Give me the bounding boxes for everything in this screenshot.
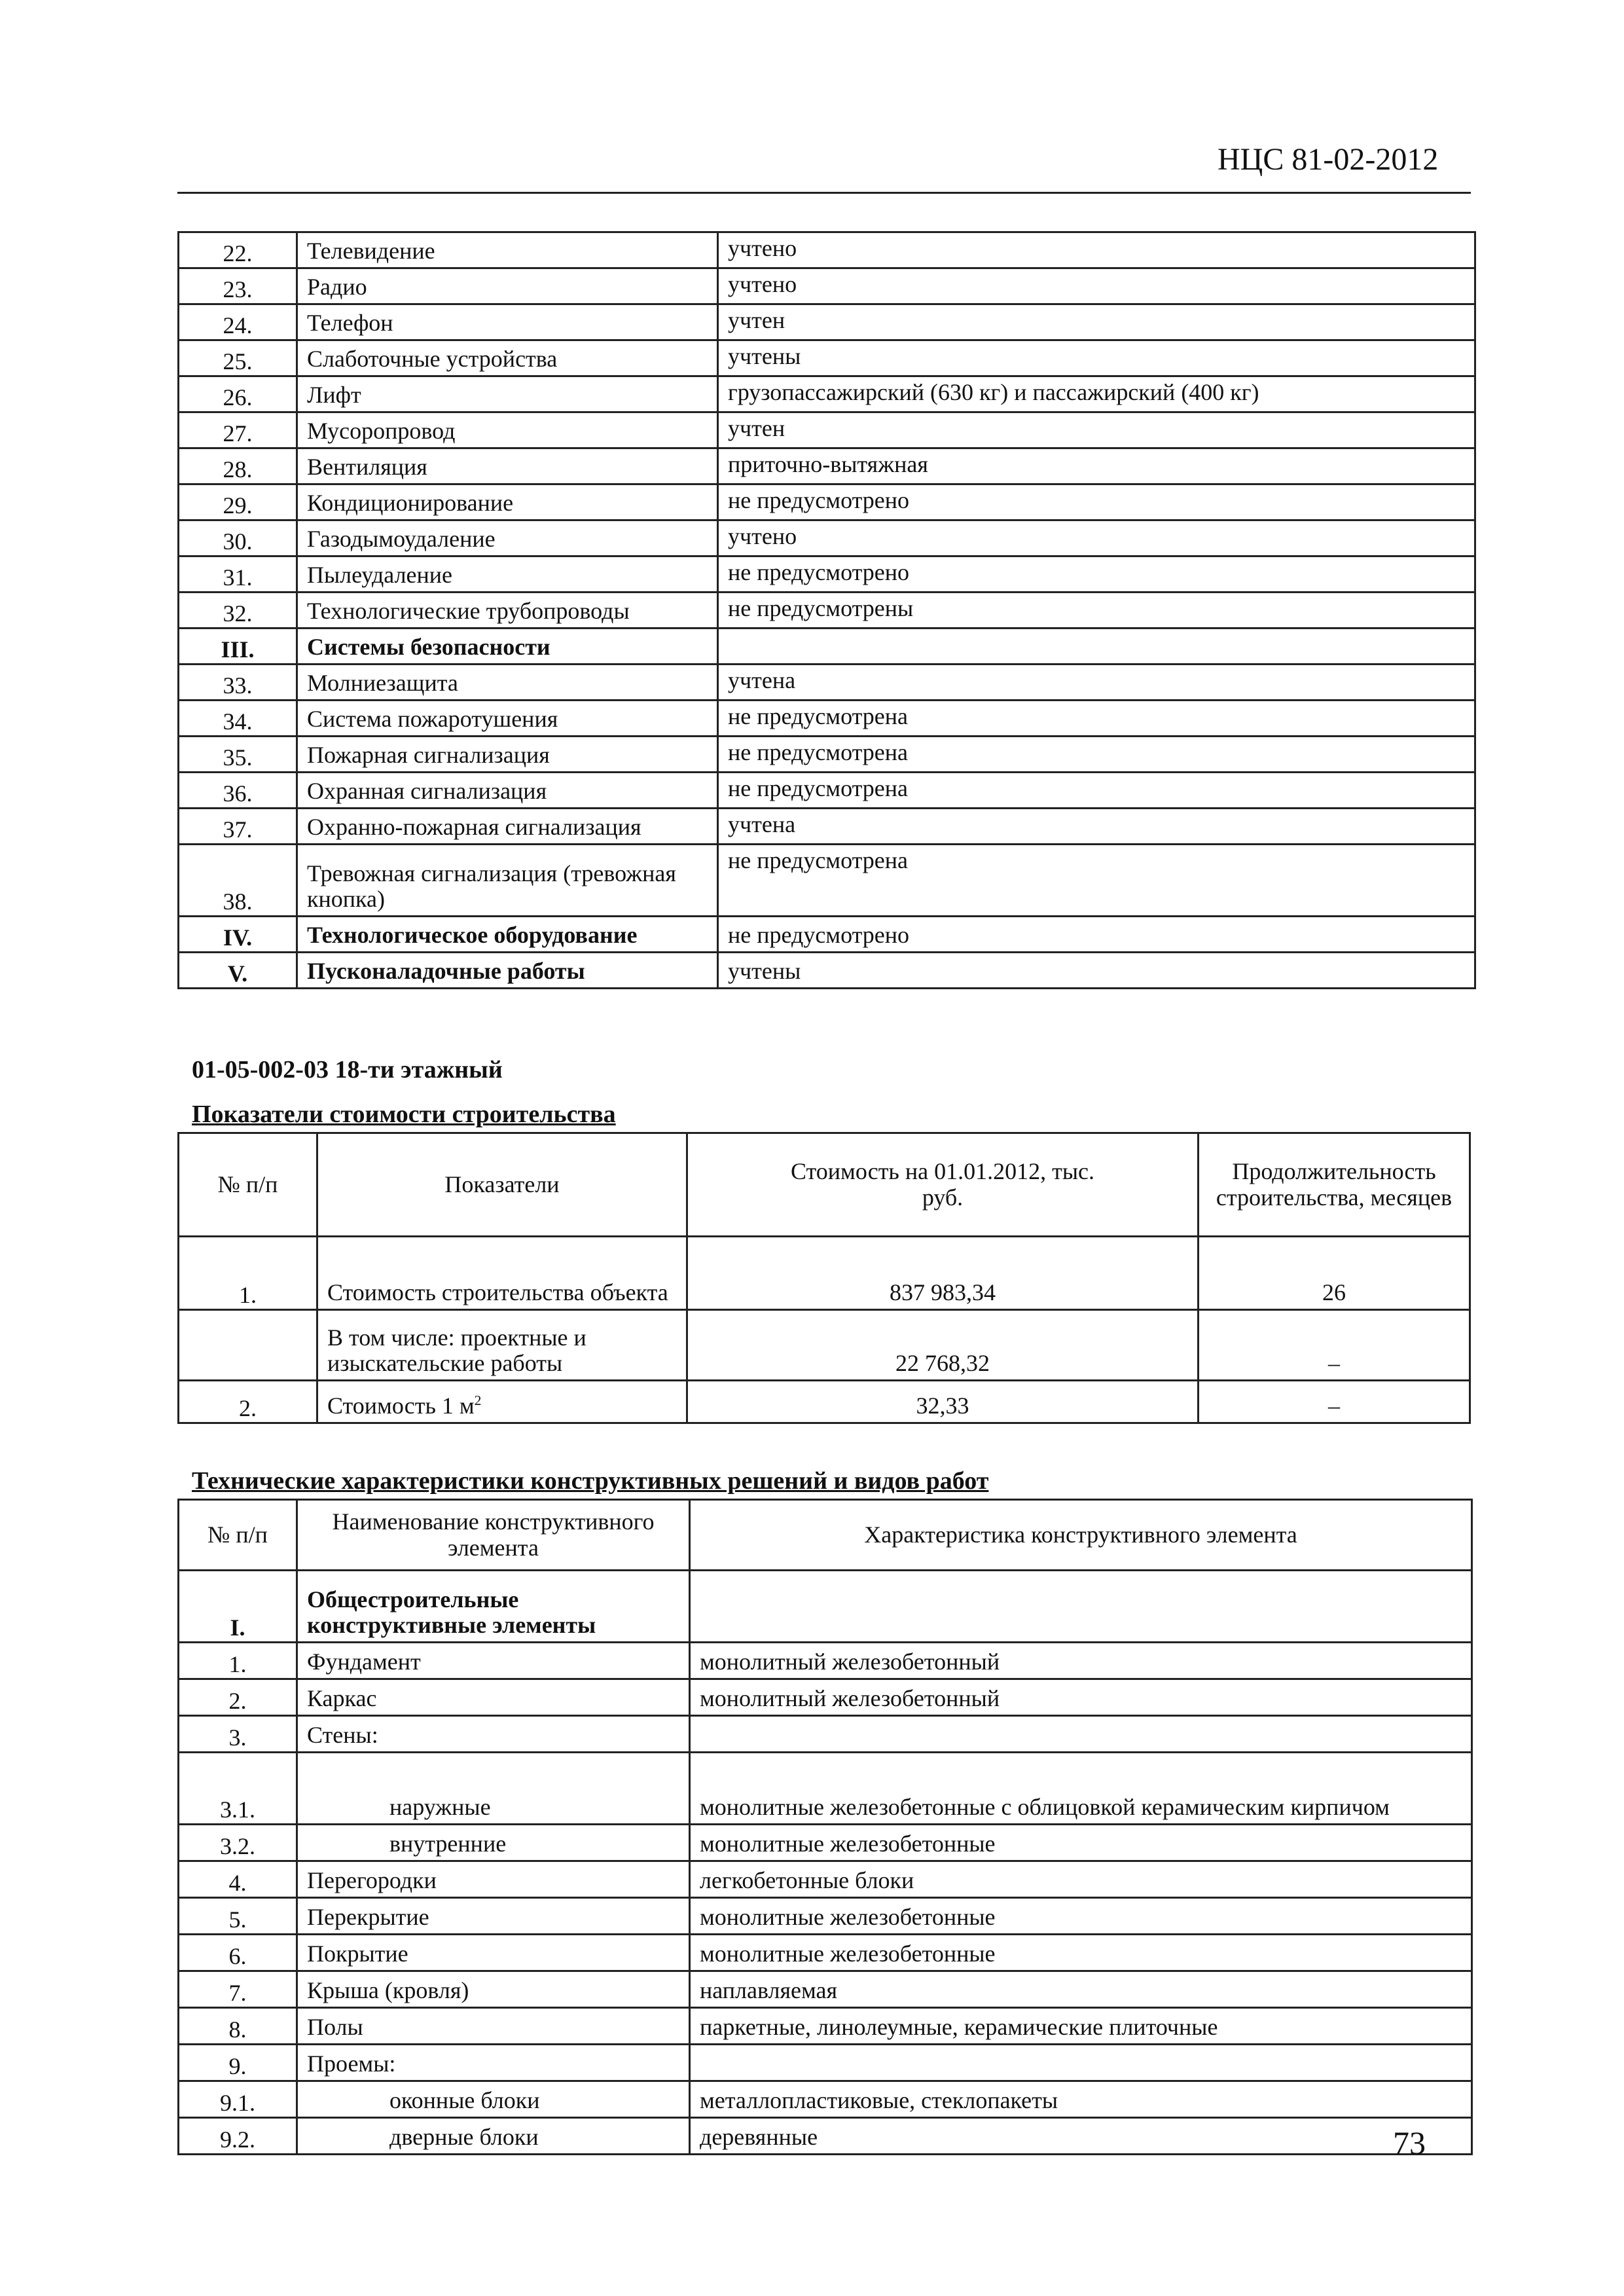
table-row xyxy=(179,268,1475,304)
system-name: Технологические трубопроводы xyxy=(297,592,718,629)
system-status: учтены xyxy=(718,953,1475,989)
duration-value: 26 xyxy=(1199,1237,1470,1310)
system-name: Тревожная сигнализация (тревожная кнопка) xyxy=(297,845,718,917)
system-status: учтены xyxy=(718,340,1475,376)
row-number: 9.1. xyxy=(179,2081,297,2118)
table-row xyxy=(179,1971,1472,2008)
table-row xyxy=(179,809,1475,845)
section-number: I. xyxy=(179,1571,297,1643)
indicator-name: В том числе: проектные и изыскательские работы xyxy=(317,1310,687,1381)
element-characteristic: монолитный железобетонный xyxy=(690,1679,1472,1716)
section-row xyxy=(179,917,1475,953)
table-row xyxy=(179,737,1475,773)
row-number: 33. xyxy=(179,665,297,701)
system-status: не предусмотрена xyxy=(718,737,1475,773)
table-row xyxy=(179,845,1475,917)
table-row xyxy=(179,1825,1472,1861)
table-row xyxy=(179,232,1475,268)
header-characteristic: Характеристика конструктивного элемента xyxy=(690,1500,1472,1571)
element-name: дверные блоки xyxy=(297,2118,690,2155)
row-number: 2. xyxy=(179,1381,317,1423)
row-number: 3. xyxy=(179,1716,297,1753)
table-header-row xyxy=(179,1133,1470,1237)
row-number: 35. xyxy=(179,737,297,773)
element-characteristic: монолитные железобетонные xyxy=(690,1825,1472,1861)
row-number: 31. xyxy=(179,556,297,592)
system-name: Пожарная сигнализация xyxy=(297,737,718,773)
row-number: 8. xyxy=(179,2008,297,2045)
table-row xyxy=(179,376,1475,412)
system-status: учтено xyxy=(718,232,1475,268)
system-name: Охранно-пожарная сигнализация xyxy=(297,809,718,845)
element-name: Перекрытие xyxy=(297,1898,690,1935)
system-name: Пылеудаление xyxy=(297,556,718,592)
row-number: 23. xyxy=(179,268,297,304)
page-number: 73 xyxy=(1393,2124,1426,2161)
table-row xyxy=(179,556,1475,592)
system-status: не предусмотрена xyxy=(718,701,1475,737)
table-row xyxy=(179,484,1475,520)
header-number: № п/п xyxy=(179,1133,317,1237)
table-row xyxy=(179,1310,1470,1381)
system-status: не предусмотрена xyxy=(718,845,1475,917)
row-number: 32. xyxy=(179,592,297,629)
row-number: 1. xyxy=(179,1237,317,1310)
header-number: № п/п xyxy=(179,1500,297,1571)
duration-value: – xyxy=(1199,1381,1470,1423)
element-name: Перегородки xyxy=(297,1861,690,1898)
system-status: не предусмотрено xyxy=(718,484,1475,520)
system-status: не предусмотрена xyxy=(718,773,1475,809)
element-name: Покрытие xyxy=(297,1935,690,1971)
system-status: учтен xyxy=(718,412,1475,448)
header-indicator: Показатели xyxy=(317,1133,687,1237)
row-number: 6. xyxy=(179,1935,297,1971)
element-characteristic: монолитные железобетонные xyxy=(690,1935,1472,1971)
system-name: Мусоропровод xyxy=(297,412,718,448)
system-name: Охранная сигнализация xyxy=(297,773,718,809)
element-characteristic: паркетные, линолеумные, керамические плиточные xyxy=(690,2008,1472,2045)
row-number: 7. xyxy=(179,1971,297,2008)
section-number: V. xyxy=(179,953,297,989)
table-row xyxy=(179,1381,1470,1423)
table-row xyxy=(179,304,1475,340)
element-characteristic: металлопластиковые, стеклопакеты xyxy=(690,2081,1472,2118)
row-number: 4. xyxy=(179,1861,297,1898)
row-number: 28. xyxy=(179,448,297,484)
structural-elements-table xyxy=(177,1499,1473,2155)
header-cost: Стоимость на 01.01.2012, тыс. руб. xyxy=(687,1133,1199,1237)
row-number: 37. xyxy=(179,809,297,845)
table-row xyxy=(179,665,1475,701)
indicator-name: Стоимость строительства объекта xyxy=(317,1237,687,1310)
header-divider xyxy=(177,192,1471,194)
table-row xyxy=(179,2045,1472,2081)
system-name: Газодымоудаление xyxy=(297,520,718,556)
row-number: 22. xyxy=(179,232,297,268)
table-row xyxy=(179,1861,1472,1898)
cost-value: 22 768,32 xyxy=(687,1310,1199,1381)
system-status: учтено xyxy=(718,520,1475,556)
system-name: Радио xyxy=(297,268,718,304)
system-name: Слаботочные устройства xyxy=(297,340,718,376)
section-title: Пусконаладочные работы xyxy=(297,953,718,989)
table-row xyxy=(179,1753,1472,1825)
row-number: 29. xyxy=(179,484,297,520)
object-code-heading: 01-05-002-03 18-ти этажный xyxy=(192,1056,503,1084)
table-row xyxy=(179,412,1475,448)
row-number: 3.1. xyxy=(179,1753,297,1825)
row-number: 9.2. xyxy=(179,2118,297,2155)
system-status: грузопассажирский (630 кг) и пассажирский (400 кг) xyxy=(718,376,1475,412)
unit-superscript: 2 xyxy=(474,1393,482,1409)
row-number xyxy=(179,1310,317,1381)
table-row xyxy=(179,2118,1472,2155)
row-number: 30. xyxy=(179,520,297,556)
row-number: 2. xyxy=(179,1679,297,1716)
section-title: Технологическое оборудование xyxy=(297,917,718,953)
cost-section-title: Показатели стоимости строительства xyxy=(192,1101,616,1128)
section-row xyxy=(179,629,1475,665)
section-number: III. xyxy=(179,629,297,665)
table-row xyxy=(179,1679,1472,1716)
indicator-name xyxy=(317,1381,687,1423)
element-characteristic xyxy=(690,2045,1472,2081)
element-name: Фундамент xyxy=(297,1643,690,1679)
element-characteristic xyxy=(690,1571,1472,1643)
table-row xyxy=(179,1935,1472,1971)
element-characteristic: монолитные железобетонные с облицовкой керамическим кирпичом xyxy=(690,1753,1472,1825)
table-header-row xyxy=(179,1500,1472,1571)
element-characteristic xyxy=(690,1716,1472,1753)
system-status: учтено xyxy=(718,268,1475,304)
system-name: Лифт xyxy=(297,376,718,412)
system-name: Молниезащита xyxy=(297,665,718,701)
system-status: не предусмотрены xyxy=(718,592,1475,629)
row-number: 34. xyxy=(179,701,297,737)
element-name: внутренние xyxy=(297,1825,690,1861)
section-row xyxy=(179,953,1475,989)
indicator-label: Стоимость 1 м xyxy=(327,1393,475,1419)
header-element: Наименование конструктивного элемента xyxy=(297,1500,690,1571)
element-characteristic: деревянные xyxy=(690,2118,1472,2155)
table-row xyxy=(179,2081,1472,2118)
cost-value: 32,33 xyxy=(687,1381,1199,1423)
tech-section-title: Технические характеристики конструктивных решений и видов работ xyxy=(192,1467,989,1495)
row-number: 9. xyxy=(179,2045,297,2081)
system-status: учтена xyxy=(718,809,1475,845)
element-characteristic: наплавляемая xyxy=(690,1971,1472,2008)
table-row xyxy=(179,592,1475,629)
system-name: Кондиционирование xyxy=(297,484,718,520)
document-code: НЦС 81-02-2012 xyxy=(1218,142,1439,177)
system-status: приточно-вытяжная xyxy=(718,448,1475,484)
table-row xyxy=(179,701,1475,737)
table-row xyxy=(179,1643,1472,1679)
element-name: наружные xyxy=(297,1753,690,1825)
system-status: не предусмотрено xyxy=(718,556,1475,592)
element-name: Проемы: xyxy=(297,2045,690,2081)
table-row xyxy=(179,340,1475,376)
row-number: 38. xyxy=(179,845,297,917)
row-number: 26. xyxy=(179,376,297,412)
system-name: Система пожаротушения xyxy=(297,701,718,737)
system-status: учтена xyxy=(718,665,1475,701)
element-name: оконные блоки xyxy=(297,2081,690,2118)
row-number: 1. xyxy=(179,1643,297,1679)
system-name: Вентиляция xyxy=(297,448,718,484)
system-name: Телефон xyxy=(297,304,718,340)
system-name: Телевидение xyxy=(297,232,718,268)
cost-value: 837 983,34 xyxy=(687,1237,1199,1310)
system-status: не предусмотрено xyxy=(718,917,1475,953)
element-name: Каркас xyxy=(297,1679,690,1716)
row-number: 27. xyxy=(179,412,297,448)
section-title: Общестроительные конструктивные элементы xyxy=(297,1571,690,1643)
element-name: Крыша (кровля) xyxy=(297,1971,690,2008)
row-number: 5. xyxy=(179,1898,297,1935)
system-status xyxy=(718,629,1475,665)
system-status: учтен xyxy=(718,304,1475,340)
table-row xyxy=(179,520,1475,556)
table-row xyxy=(179,448,1475,484)
row-number: 24. xyxy=(179,304,297,340)
table-row xyxy=(179,1237,1470,1310)
table-row xyxy=(179,1898,1472,1935)
element-name: Полы xyxy=(297,2008,690,2045)
element-characteristic: монолитный железобетонный xyxy=(690,1643,1472,1679)
row-number: 36. xyxy=(179,773,297,809)
table-row xyxy=(179,773,1475,809)
header-duration: Продолжительность строительства, месяцев xyxy=(1199,1133,1470,1237)
table-row xyxy=(179,1716,1472,1753)
section-title: Системы безопасности xyxy=(297,629,718,665)
duration-value: – xyxy=(1199,1310,1470,1381)
row-number: 25. xyxy=(179,340,297,376)
element-characteristic: монолитные железобетонные xyxy=(690,1898,1472,1935)
table-row xyxy=(179,2008,1472,2045)
element-name: Стены: xyxy=(297,1716,690,1753)
row-number: 3.2. xyxy=(179,1825,297,1861)
section-row xyxy=(179,1571,1472,1643)
element-characteristic: легкобетонные блоки xyxy=(690,1861,1472,1898)
systems-table xyxy=(177,231,1476,989)
cost-indicators-table xyxy=(177,1132,1471,1424)
section-number: IV. xyxy=(179,917,297,953)
